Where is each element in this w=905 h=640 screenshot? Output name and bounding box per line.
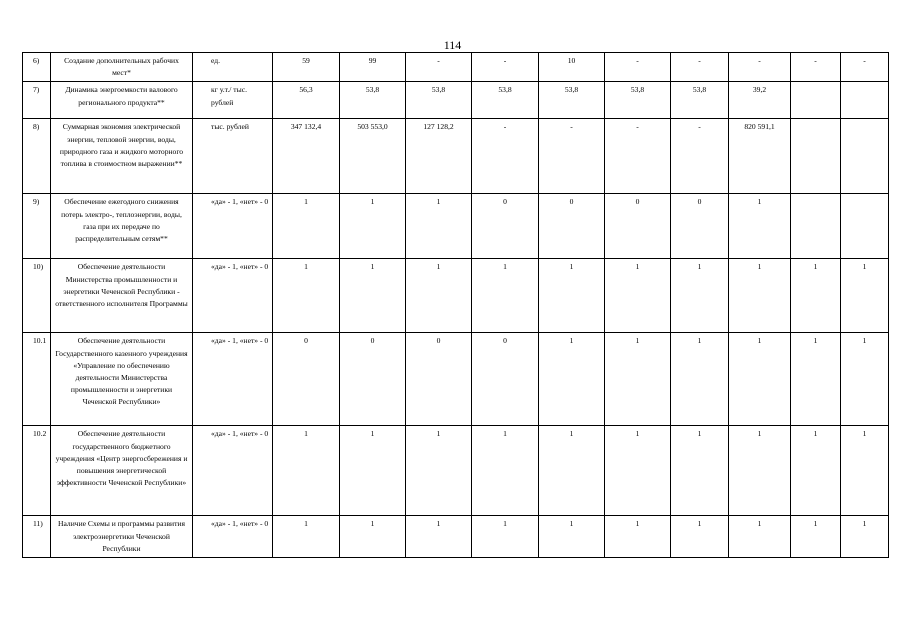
value-cell: 1 [729, 194, 791, 259]
value-cell: 1 [791, 426, 841, 516]
value-cell: 1 [406, 194, 472, 259]
unit-of-measure: «да» - 1, «нет» - 0 [193, 426, 273, 516]
value-cell: 1 [791, 259, 841, 333]
row-number: 10.2 [23, 426, 51, 516]
unit-of-measure: кг у.т./ тыс. рублей [193, 82, 273, 119]
value-cell: 1 [729, 333, 791, 426]
indicators-table [22, 52, 889, 558]
indicator-name: Обеспечение деятельности Государственного казенного учреждения «Управление по обеспечению деятельности Министерства промышленности и энергетики Чеченской Республики» [51, 333, 193, 426]
value-cell: 1 [671, 426, 729, 516]
value-cell: 10 [539, 53, 605, 82]
table-row [23, 426, 889, 516]
value-cell: - [605, 53, 671, 82]
value-cell: 1 [273, 516, 340, 558]
value-cell: 820 591,1 [729, 119, 791, 194]
value-cell: 1 [791, 333, 841, 426]
indicator-name: Динамика энергоемкости валового регионального продукта** [51, 82, 193, 119]
page-number: 114 [443, 38, 462, 52]
value-cell: 1 [605, 333, 671, 426]
value-cell: 53,8 [605, 82, 671, 119]
value-cell: 1 [406, 259, 472, 333]
row-number: 9) [23, 194, 51, 259]
value-cell: - [671, 53, 729, 82]
table-row [23, 333, 889, 426]
value-cell [841, 119, 889, 194]
indicator-name: Обеспечение деятельности Министерства промышленности и энергетики Чеченской Республики - ответственного исполнителя Программы [51, 259, 193, 333]
value-cell: 56,3 [273, 82, 340, 119]
value-cell: 503 553,0 [340, 119, 406, 194]
value-cell: 0 [472, 194, 539, 259]
value-cell: 0 [605, 194, 671, 259]
value-cell: - [406, 53, 472, 82]
value-cell: 1 [841, 426, 889, 516]
row-number: 7) [23, 82, 51, 119]
value-cell: - [472, 53, 539, 82]
value-cell: 1 [671, 333, 729, 426]
value-cell: 1 [605, 259, 671, 333]
unit-of-measure: ед. [193, 53, 273, 82]
value-cell [841, 194, 889, 259]
value-cell [791, 82, 841, 119]
indicator-name: Создание дополнительных рабочих мест* [51, 53, 193, 82]
value-cell: - [539, 119, 605, 194]
unit-of-measure: тыс. рублей [193, 119, 273, 194]
row-number: 6) [23, 53, 51, 82]
value-cell: 1 [605, 516, 671, 558]
value-cell: 39,2 [729, 82, 791, 119]
value-cell: 1 [340, 516, 406, 558]
value-cell: 59 [273, 53, 340, 82]
value-cell: - [605, 119, 671, 194]
value-cell: 0 [671, 194, 729, 259]
value-cell: 1 [406, 426, 472, 516]
value-cell: 347 132,4 [273, 119, 340, 194]
unit-of-measure: «да» - 1, «нет» - 0 [193, 516, 273, 558]
value-cell: 1 [605, 426, 671, 516]
value-cell: 1 [340, 194, 406, 259]
value-cell: 1 [273, 426, 340, 516]
value-cell: 1 [671, 516, 729, 558]
unit-of-measure: «да» - 1, «нет» - 0 [193, 259, 273, 333]
value-cell: 127 128,2 [406, 119, 472, 194]
value-cell: 53,8 [340, 82, 406, 119]
value-cell: - [841, 53, 889, 82]
value-cell: 1 [472, 426, 539, 516]
table-row [23, 516, 889, 558]
table-row [23, 82, 889, 119]
value-cell: 1 [539, 259, 605, 333]
value-cell: 1 [273, 259, 340, 333]
value-cell: 1 [273, 194, 340, 259]
value-cell: 53,8 [406, 82, 472, 119]
value-cell: 1 [539, 426, 605, 516]
unit-of-measure: «да» - 1, «нет» - 0 [193, 333, 273, 426]
value-cell: - [472, 119, 539, 194]
value-cell: 1 [791, 516, 841, 558]
indicator-name: Обеспечение деятельности государственного бюджетного учреждения «Центр энергосбережения и повышения энергетической эффективности Чеченской Республики» [51, 426, 193, 516]
value-cell: 1 [841, 259, 889, 333]
row-number: 10.1 [23, 333, 51, 426]
value-cell: 99 [340, 53, 406, 82]
row-number: 11) [23, 516, 51, 558]
table-row [23, 119, 889, 194]
indicator-name: Обеспечение ежегодного снижения потерь электро-, теплоэнергии, воды, газа при их передаче по распределительным сетям** [51, 194, 193, 259]
value-cell: 1 [340, 259, 406, 333]
value-cell: 1 [406, 516, 472, 558]
value-cell: - [729, 53, 791, 82]
value-cell: 0 [340, 333, 406, 426]
unit-of-measure: «да» - 1, «нет» - 0 [193, 194, 273, 259]
indicator-name: Наличие Схемы и программы развития электроэнергетики Чеченской Республики [51, 516, 193, 558]
value-cell: - [791, 53, 841, 82]
value-cell: 1 [841, 333, 889, 426]
value-cell: 1 [472, 516, 539, 558]
value-cell: 53,8 [539, 82, 605, 119]
value-cell [841, 82, 889, 119]
value-cell: 1 [539, 333, 605, 426]
value-cell: 1 [472, 259, 539, 333]
value-cell [791, 119, 841, 194]
value-cell [791, 194, 841, 259]
value-cell: 1 [729, 259, 791, 333]
table-row [23, 194, 889, 259]
table-row [23, 53, 889, 82]
row-number: 10) [23, 259, 51, 333]
value-cell: 1 [841, 516, 889, 558]
value-cell: 53,8 [671, 82, 729, 119]
value-cell: 0 [273, 333, 340, 426]
value-cell: - [671, 119, 729, 194]
value-cell: 1 [729, 516, 791, 558]
value-cell: 1 [729, 426, 791, 516]
table-row [23, 259, 889, 333]
value-cell: 1 [671, 259, 729, 333]
value-cell: 1 [539, 516, 605, 558]
value-cell: 53,8 [472, 82, 539, 119]
value-cell: 0 [406, 333, 472, 426]
indicator-name: Суммарная экономия электрической энергии, тепловой энергии, воды, природного газа и жидкого моторного топлива в стоимостном выражении** [51, 119, 193, 194]
row-number: 8) [23, 119, 51, 194]
value-cell: 0 [539, 194, 605, 259]
value-cell: 0 [472, 333, 539, 426]
value-cell: 1 [340, 426, 406, 516]
